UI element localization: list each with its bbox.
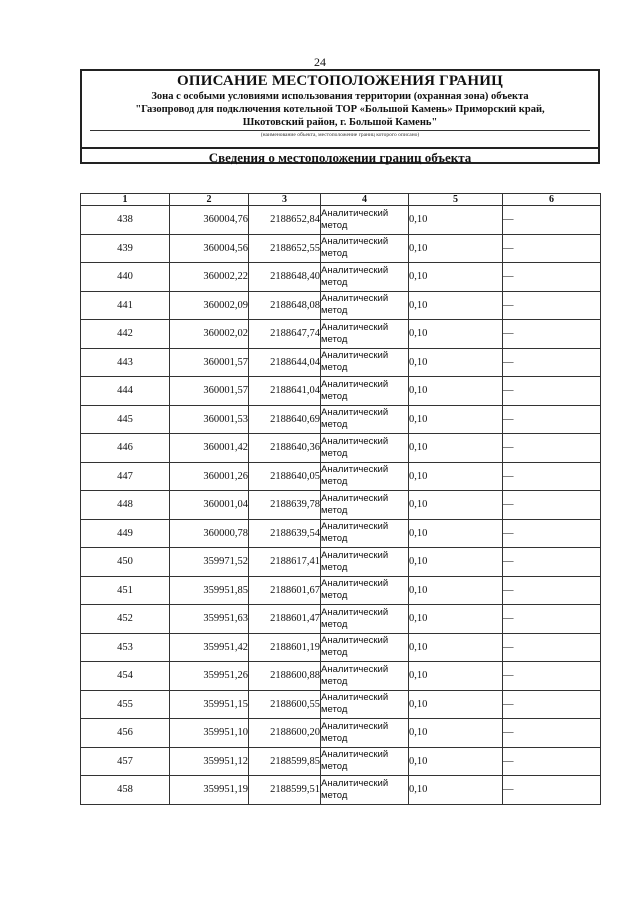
method-cell: Аналитический метод bbox=[321, 405, 409, 434]
accuracy-cell: 0,10 bbox=[409, 576, 503, 605]
table-row bbox=[81, 548, 601, 577]
coordinate-x: 360001,57 bbox=[170, 348, 249, 377]
point-number: 451 bbox=[81, 576, 170, 605]
note-cell: — bbox=[503, 633, 601, 662]
table-row bbox=[81, 633, 601, 662]
accuracy-cell: 0,10 bbox=[409, 605, 503, 634]
point-number: 453 bbox=[81, 633, 170, 662]
accuracy-cell: 0,10 bbox=[409, 291, 503, 320]
accuracy-cell: 0,10 bbox=[409, 234, 503, 263]
coordinate-x: 359951,19 bbox=[170, 776, 249, 805]
method-cell: Аналитический метод bbox=[321, 377, 409, 406]
table-row bbox=[81, 405, 601, 434]
point-number: 452 bbox=[81, 605, 170, 634]
method-cell: Аналитический метод bbox=[321, 320, 409, 349]
table-row bbox=[81, 377, 601, 406]
coordinate-x: 359951,10 bbox=[170, 719, 249, 748]
coordinate-y: 2188600,20 bbox=[249, 719, 321, 748]
point-number: 442 bbox=[81, 320, 170, 349]
note-cell: — bbox=[503, 291, 601, 320]
table-row bbox=[81, 747, 601, 776]
coordinate-x: 359951,15 bbox=[170, 690, 249, 719]
point-number: 458 bbox=[81, 776, 170, 805]
coordinate-y: 2188640,69 bbox=[249, 405, 321, 434]
coordinate-x: 360004,56 bbox=[170, 234, 249, 263]
accuracy-cell: 0,10 bbox=[409, 776, 503, 805]
method-cell: Аналитический метод bbox=[321, 434, 409, 463]
accuracy-cell: 0,10 bbox=[409, 405, 503, 434]
table-row bbox=[81, 690, 601, 719]
coordinate-x: 360002,02 bbox=[170, 320, 249, 349]
coordinate-y: 2188648,40 bbox=[249, 263, 321, 292]
method-cell: Аналитический метод bbox=[321, 633, 409, 662]
coordinate-y: 2188639,78 bbox=[249, 491, 321, 520]
table-row bbox=[81, 434, 601, 463]
method-cell: Аналитический метод bbox=[321, 605, 409, 634]
coordinate-x: 360001,53 bbox=[170, 405, 249, 434]
accuracy-cell: 0,10 bbox=[409, 719, 503, 748]
point-number: 445 bbox=[81, 405, 170, 434]
table-row bbox=[81, 263, 601, 292]
coordinate-x: 360001,57 bbox=[170, 377, 249, 406]
accuracy-cell: 0,10 bbox=[409, 434, 503, 463]
note-cell: — bbox=[503, 776, 601, 805]
note-cell: — bbox=[503, 405, 601, 434]
note-cell: — bbox=[503, 462, 601, 491]
note-cell: — bbox=[503, 320, 601, 349]
note-cell: — bbox=[503, 519, 601, 548]
header-caption: (наименование объекта, местоположение границ которого описано) bbox=[260, 132, 420, 138]
coordinate-y: 2188599,51 bbox=[249, 776, 321, 805]
table-body bbox=[81, 206, 601, 805]
point-number: 439 bbox=[81, 234, 170, 263]
method-cell: Аналитический метод bbox=[321, 576, 409, 605]
point-number: 450 bbox=[81, 548, 170, 577]
table-row bbox=[81, 662, 601, 691]
point-number: 447 bbox=[81, 462, 170, 491]
point-number: 454 bbox=[81, 662, 170, 691]
accuracy-cell: 0,10 bbox=[409, 320, 503, 349]
note-cell: — bbox=[503, 662, 601, 691]
table-row bbox=[81, 206, 601, 235]
page-number: 24 bbox=[314, 55, 326, 69]
point-number: 438 bbox=[81, 206, 170, 235]
method-cell: Аналитический метод bbox=[321, 548, 409, 577]
method-cell: Аналитический метод bbox=[321, 747, 409, 776]
coordinate-x: 360000,78 bbox=[170, 519, 249, 548]
accuracy-cell: 0,10 bbox=[409, 519, 503, 548]
method-cell: Аналитический метод bbox=[321, 519, 409, 548]
coordinate-y: 2188652,84 bbox=[249, 206, 321, 235]
method-cell: Аналитический метод bbox=[321, 291, 409, 320]
coordinate-x: 360004,76 bbox=[170, 206, 249, 235]
note-cell: — bbox=[503, 263, 601, 292]
accuracy-cell: 0,10 bbox=[409, 206, 503, 235]
accuracy-cell: 0,10 bbox=[409, 491, 503, 520]
accuracy-cell: 0,10 bbox=[409, 348, 503, 377]
point-number: 444 bbox=[81, 377, 170, 406]
coordinate-x: 359951,12 bbox=[170, 747, 249, 776]
coordinate-x: 359951,42 bbox=[170, 633, 249, 662]
coordinate-y: 2188601,47 bbox=[249, 605, 321, 634]
coordinate-y: 2188641,04 bbox=[249, 377, 321, 406]
method-cell: Аналитический метод bbox=[321, 491, 409, 520]
column-header-2: 2 bbox=[170, 194, 249, 206]
note-cell: — bbox=[503, 548, 601, 577]
table-row bbox=[81, 348, 601, 377]
table-row bbox=[81, 719, 601, 748]
header-divider bbox=[82, 147, 598, 149]
coordinate-y: 2188600,88 bbox=[249, 662, 321, 691]
point-number: 456 bbox=[81, 719, 170, 748]
coordinate-y: 2188640,36 bbox=[249, 434, 321, 463]
coordinate-x: 360002,09 bbox=[170, 291, 249, 320]
note-cell: — bbox=[503, 348, 601, 377]
point-number: 457 bbox=[81, 747, 170, 776]
accuracy-cell: 0,10 bbox=[409, 633, 503, 662]
table-row bbox=[81, 776, 601, 805]
column-header-4: 4 bbox=[321, 194, 409, 206]
table-row bbox=[81, 519, 601, 548]
method-cell: Аналитический метод bbox=[321, 348, 409, 377]
note-cell: — bbox=[503, 434, 601, 463]
coordinate-x: 360002,22 bbox=[170, 263, 249, 292]
coordinate-y: 2188652,55 bbox=[249, 234, 321, 263]
point-number: 441 bbox=[81, 291, 170, 320]
object-description-line-3: Шкотовский район, г. Большой Камень" bbox=[242, 117, 438, 128]
table-row bbox=[81, 291, 601, 320]
method-cell: Аналитический метод bbox=[321, 462, 409, 491]
table-row bbox=[81, 320, 601, 349]
method-cell: Аналитический метод bbox=[321, 263, 409, 292]
column-header-6: 6 bbox=[503, 194, 601, 206]
table-row bbox=[81, 462, 601, 491]
coordinate-y: 2188647,74 bbox=[249, 320, 321, 349]
boundary-points-table bbox=[80, 193, 601, 805]
table-row bbox=[81, 234, 601, 263]
coordinate-y: 2188617,41 bbox=[249, 548, 321, 577]
coordinate-y: 2188639,54 bbox=[249, 519, 321, 548]
method-cell: Аналитический метод bbox=[321, 662, 409, 691]
coordinate-x: 359971,52 bbox=[170, 548, 249, 577]
point-number: 455 bbox=[81, 690, 170, 719]
coordinate-y: 2188640,05 bbox=[249, 462, 321, 491]
note-cell: — bbox=[503, 206, 601, 235]
coordinate-x: 360001,04 bbox=[170, 491, 249, 520]
table-row bbox=[81, 576, 601, 605]
accuracy-cell: 0,10 bbox=[409, 747, 503, 776]
table-row bbox=[81, 605, 601, 634]
object-description-line-1: Зона с особыми условиями использования территории (охранная зона) объекта bbox=[151, 91, 529, 102]
note-cell: — bbox=[503, 576, 601, 605]
method-cell: Аналитический метод bbox=[321, 719, 409, 748]
object-description-line-2: "Газопровод для подключения котельной ТОР «Большой Камень» Приморский край, bbox=[135, 104, 545, 115]
coordinate-y: 2188644,04 bbox=[249, 348, 321, 377]
coordinate-x: 360001,26 bbox=[170, 462, 249, 491]
accuracy-cell: 0,10 bbox=[409, 377, 503, 406]
accuracy-cell: 0,10 bbox=[409, 662, 503, 691]
document-title: ОПИСАНИЕ МЕСТОПОЛОЖЕНИЯ ГРАНИЦ bbox=[177, 73, 503, 89]
coordinate-y: 2188648,08 bbox=[249, 291, 321, 320]
table-header-row bbox=[81, 194, 601, 206]
method-cell: Аналитический метод bbox=[321, 776, 409, 805]
note-cell: — bbox=[503, 605, 601, 634]
method-cell: Аналитический метод bbox=[321, 690, 409, 719]
coordinate-y: 2188601,19 bbox=[249, 633, 321, 662]
section-subtitle: Сведения о местоположении границ объекта bbox=[208, 150, 472, 165]
column-header-5: 5 bbox=[409, 194, 503, 206]
accuracy-cell: 0,10 bbox=[409, 462, 503, 491]
point-number: 440 bbox=[81, 263, 170, 292]
point-number: 449 bbox=[81, 519, 170, 548]
coordinate-x: 359951,26 bbox=[170, 662, 249, 691]
point-number: 448 bbox=[81, 491, 170, 520]
note-cell: — bbox=[503, 747, 601, 776]
note-cell: — bbox=[503, 690, 601, 719]
coordinate-y: 2188599,85 bbox=[249, 747, 321, 776]
note-cell: — bbox=[503, 491, 601, 520]
note-cell: — bbox=[503, 234, 601, 263]
accuracy-cell: 0,10 bbox=[409, 263, 503, 292]
coordinate-x: 359951,63 bbox=[170, 605, 249, 634]
coordinate-x: 359951,85 bbox=[170, 576, 249, 605]
point-number: 446 bbox=[81, 434, 170, 463]
note-cell: — bbox=[503, 719, 601, 748]
coordinate-y: 2188601,67 bbox=[249, 576, 321, 605]
coordinate-x: 360001,42 bbox=[170, 434, 249, 463]
method-cell: Аналитический метод bbox=[321, 206, 409, 235]
method-cell: Аналитический метод bbox=[321, 234, 409, 263]
coordinate-y: 2188600,55 bbox=[249, 690, 321, 719]
accuracy-cell: 0,10 bbox=[409, 548, 503, 577]
accuracy-cell: 0,10 bbox=[409, 690, 503, 719]
point-number: 443 bbox=[81, 348, 170, 377]
column-header-3: 3 bbox=[249, 194, 321, 206]
column-header-1: 1 bbox=[81, 194, 170, 206]
table-row bbox=[81, 491, 601, 520]
header-frame bbox=[80, 69, 600, 164]
note-cell: — bbox=[503, 377, 601, 406]
